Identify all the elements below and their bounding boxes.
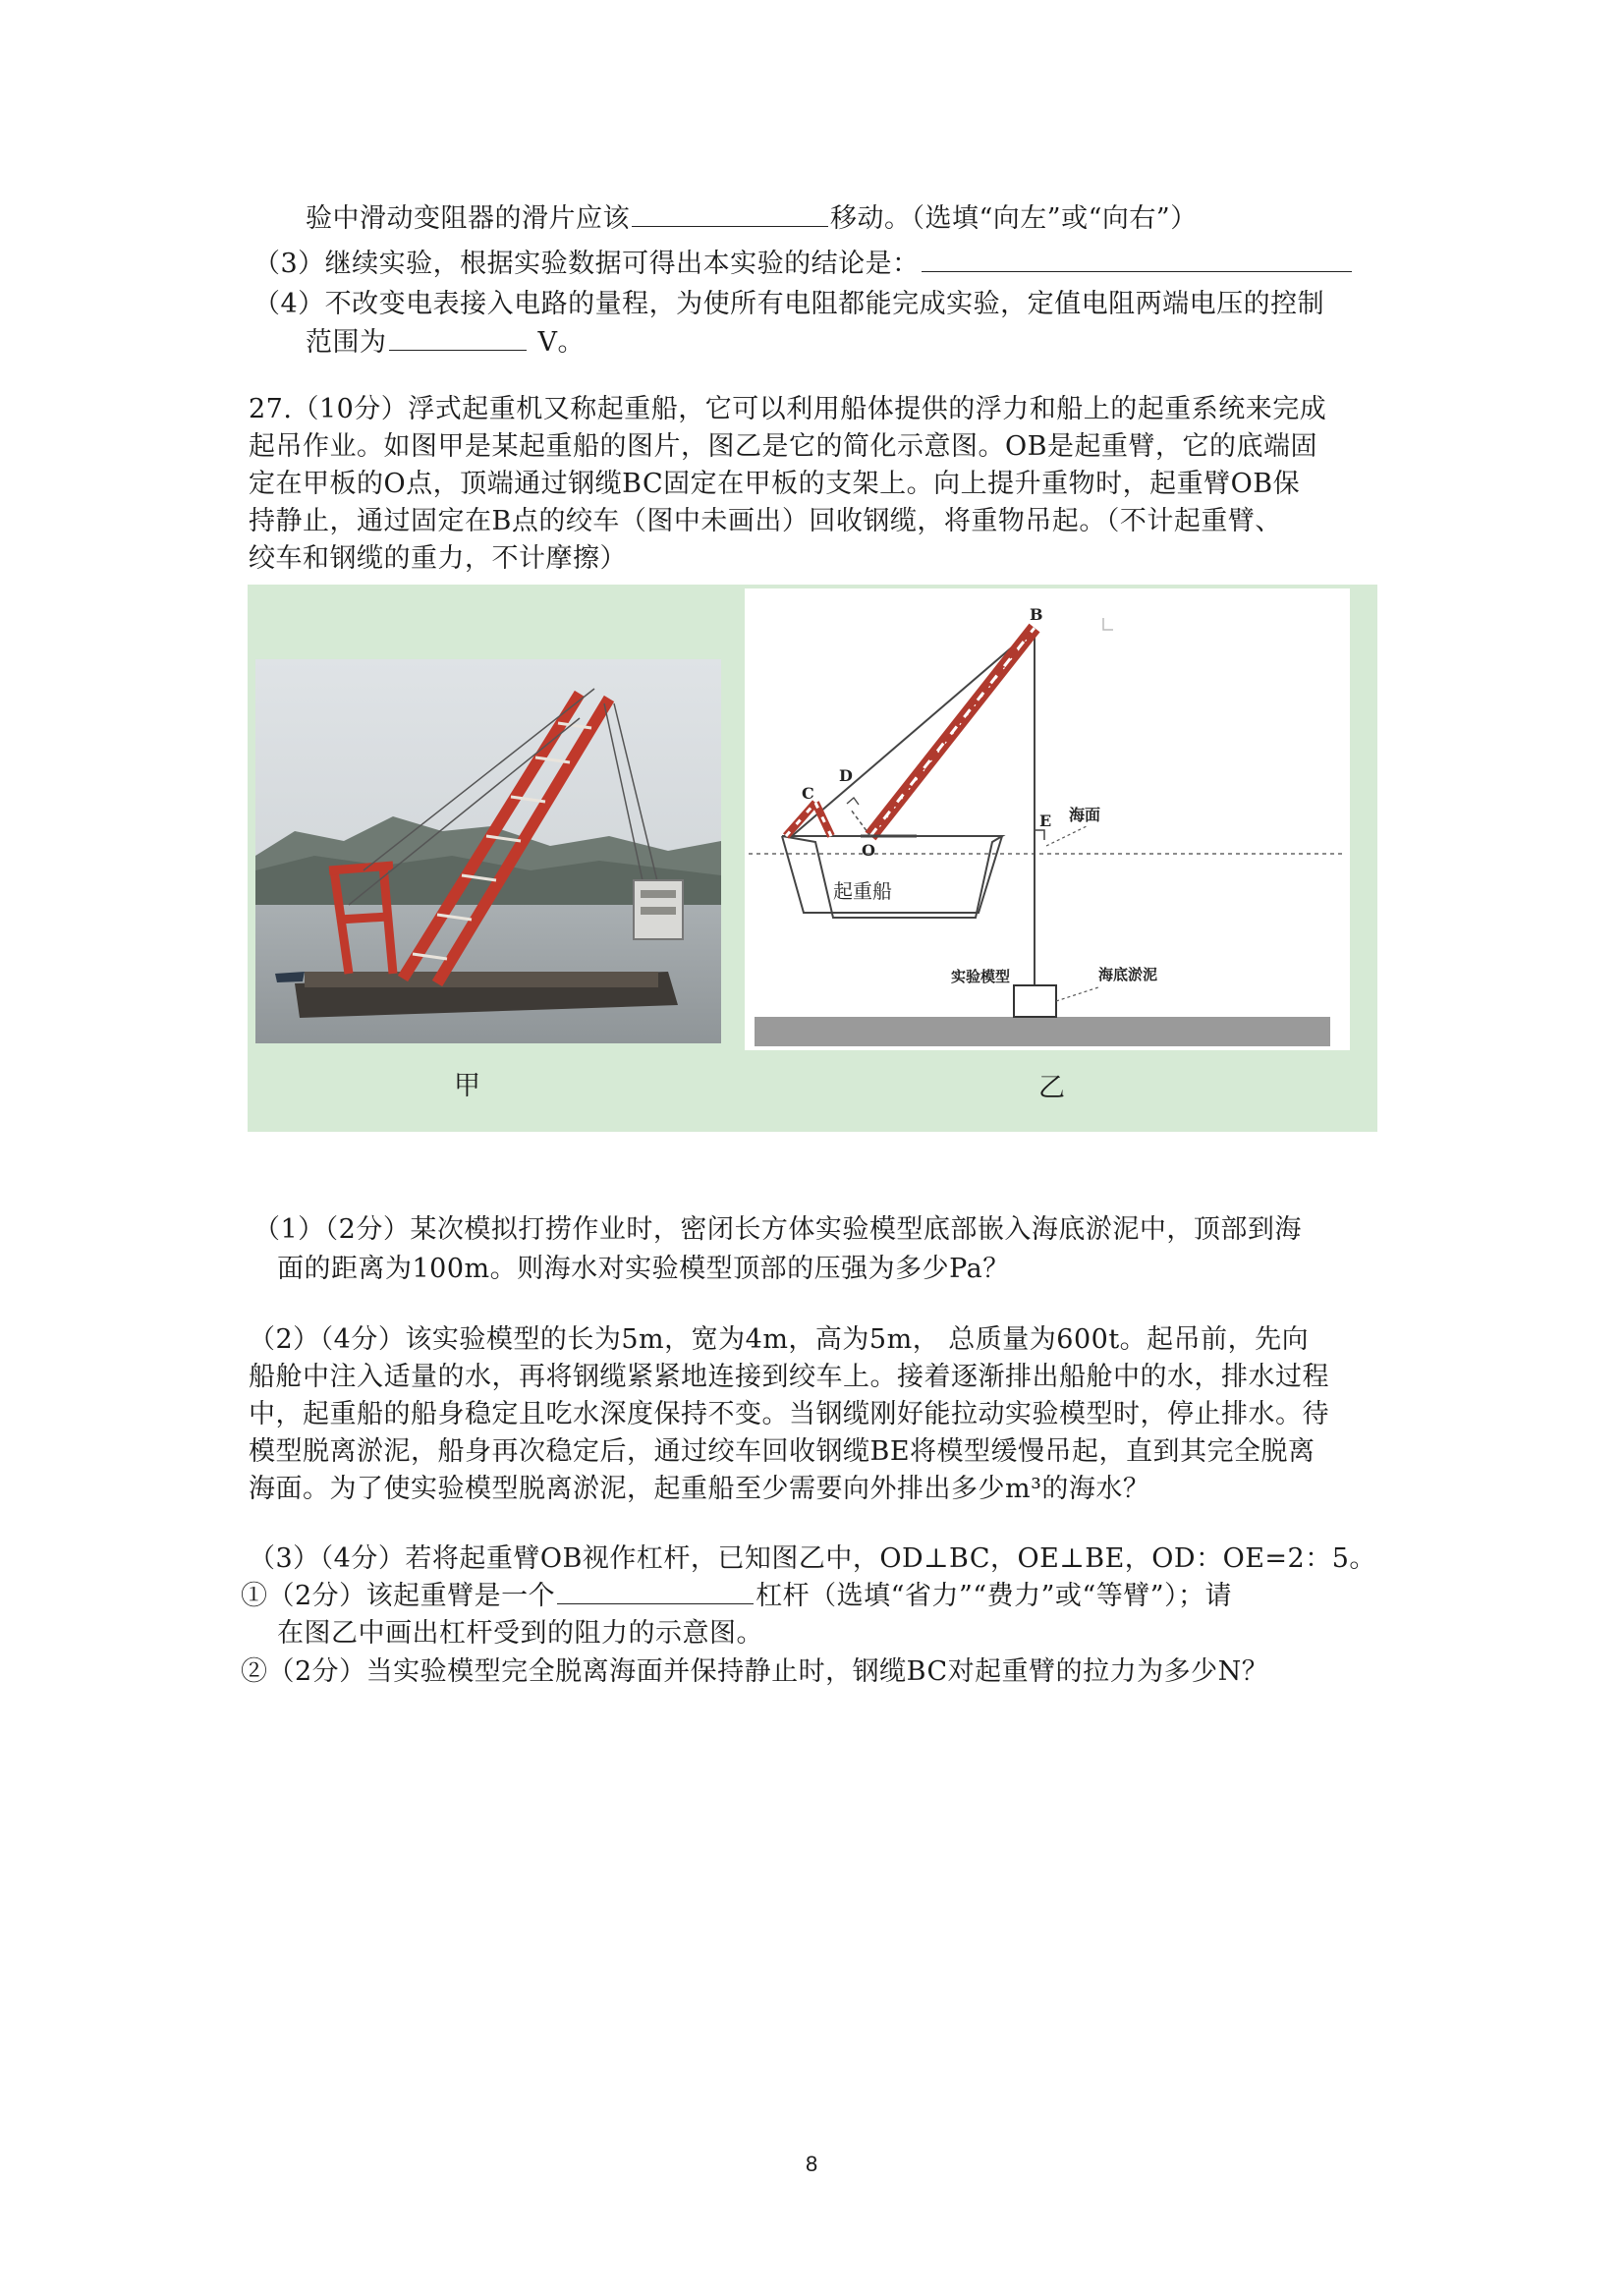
crane-diagram [745,588,1350,1050]
q27-part2-line-4: 模型脱离淤泥，船身再次稳定后，通过绞车回收钢缆BE将模型缓慢吊起，直到其完全脱离 [249,1436,1315,1467]
q27-intro-2: 起吊作业。如图甲是某起重船的图片，图乙是它的简化示意图。OB是起重臂，它的底端固 [249,431,1317,462]
text: 验中滑动变阻器的滑片应该 [306,203,630,234]
sea-floor [755,1017,1330,1046]
cable-bc [792,628,1035,836]
label-b: B [1030,605,1043,624]
experiment-model [1014,985,1056,1017]
q27-part2-line-5: 海面。为了使实验模型脱离淤泥，起重船至少需要向外排出多少m³的海水？ [249,1474,1150,1504]
diagram-svg [745,588,1350,1050]
label-sea-surface: 海面 [1069,806,1101,824]
q27-part2-line-1: （2）（4分）该实验模型的长为5m，宽为4m，高为5m， 总质量为600t。起吊前，先向 [249,1324,1310,1355]
prev-question-line-1 [306,200,1198,238]
label-o: O [862,841,875,860]
text: 移动。（选填“向左”或“向右”） [830,203,1198,234]
answer-blank[interactable] [922,246,1352,272]
caption-yi: 乙 [1038,1073,1065,1103]
q27-part1-line-2: 面的距离为100m。则海水对实验模型顶部的压强为多少Pa？ [277,1254,1010,1284]
q27-part2-line-2: 船舱中注入适量的水，再将钢缆紧紧地连接到绞车上。接着逐渐排出船舱中的水，排水过程 [249,1362,1329,1392]
page-number: 8 [806,2152,818,2176]
label-e: E [1039,812,1052,830]
q27-part3-line-3: 在图乙中画出杠杆受到的阻力的示意图。 [277,1618,763,1649]
answer-blank[interactable] [389,324,527,351]
prev-question-line-3: （4）不改变电表接入电路的量程，为使所有电阻都能完成实验，定值电阻两端电压的控制 [253,289,1325,319]
q27-part1-line-1: （1）（2分）某次模拟打捞作业时，密闭长方体实验模型底部嵌入海底淤泥中，顶部到海 [253,1214,1302,1245]
answer-blank[interactable] [557,1578,754,1604]
text: 杠杆（选填“省力”“费力”或“等臂”）；请 [756,1581,1233,1611]
crane-boom [870,628,1035,836]
text: V。 [537,327,585,358]
text: ①（2分）该起重臂是一个 [241,1581,556,1611]
label-d: D [839,766,853,785]
prev-question-line-4 [306,324,585,362]
q27-intro-4: 持静止，通过固定在B点的绞车（图中未画出）回收钢缆，将重物吊起。（不计起重臂、 [249,506,1282,536]
text: 范围为 [306,327,387,358]
q27-part2-line-3: 中，起重船的船身稳定且吃水深度保持不变。当钢缆刚好能拉动实验模型时，停止排水。待 [249,1399,1329,1429]
label-c: C [802,784,814,803]
crane-ship-photo [255,659,721,1043]
figure-panel [248,585,1377,1132]
q27-intro-5: 绞车和钢缆的重力，不计摩擦） [249,543,627,574]
caption-jia: 甲 [454,1071,480,1101]
text: （3）继续实验，根据实验数据可得出本实验的结论是： [253,249,920,279]
q27-part3-line-2 [241,1578,1232,1615]
label-ship: 起重船 [833,879,892,903]
answer-blank[interactable] [632,200,828,227]
q27-intro-3: 定在甲板的O点，顶端通过钢缆BC固定在甲板的支架上。向上提升重物时，起重臂OB保 [249,469,1301,499]
q27-part3-line-1: （3）（4分）若将起重臂OB视作杠杆，已知图乙中，OD⊥BC，OE⊥BE，OD：OE=2：5。 [249,1543,1376,1574]
q27-part3-line-4: ②（2分）当实验模型完全脱离海面并保持静止时，钢缆BC对起重臂的拉力为多少N？ [241,1656,1269,1687]
label-mud: 海底淤泥 [1098,966,1158,983]
ship-hull [782,836,1002,918]
prev-question-line-2 [253,246,1354,283]
label-model: 实验模型 [951,968,1011,985]
q27-intro-1: 27.（10分）浮式起重机又称起重船，它可以利用船体提供的浮力和船上的起重系统来完成 [249,394,1327,424]
